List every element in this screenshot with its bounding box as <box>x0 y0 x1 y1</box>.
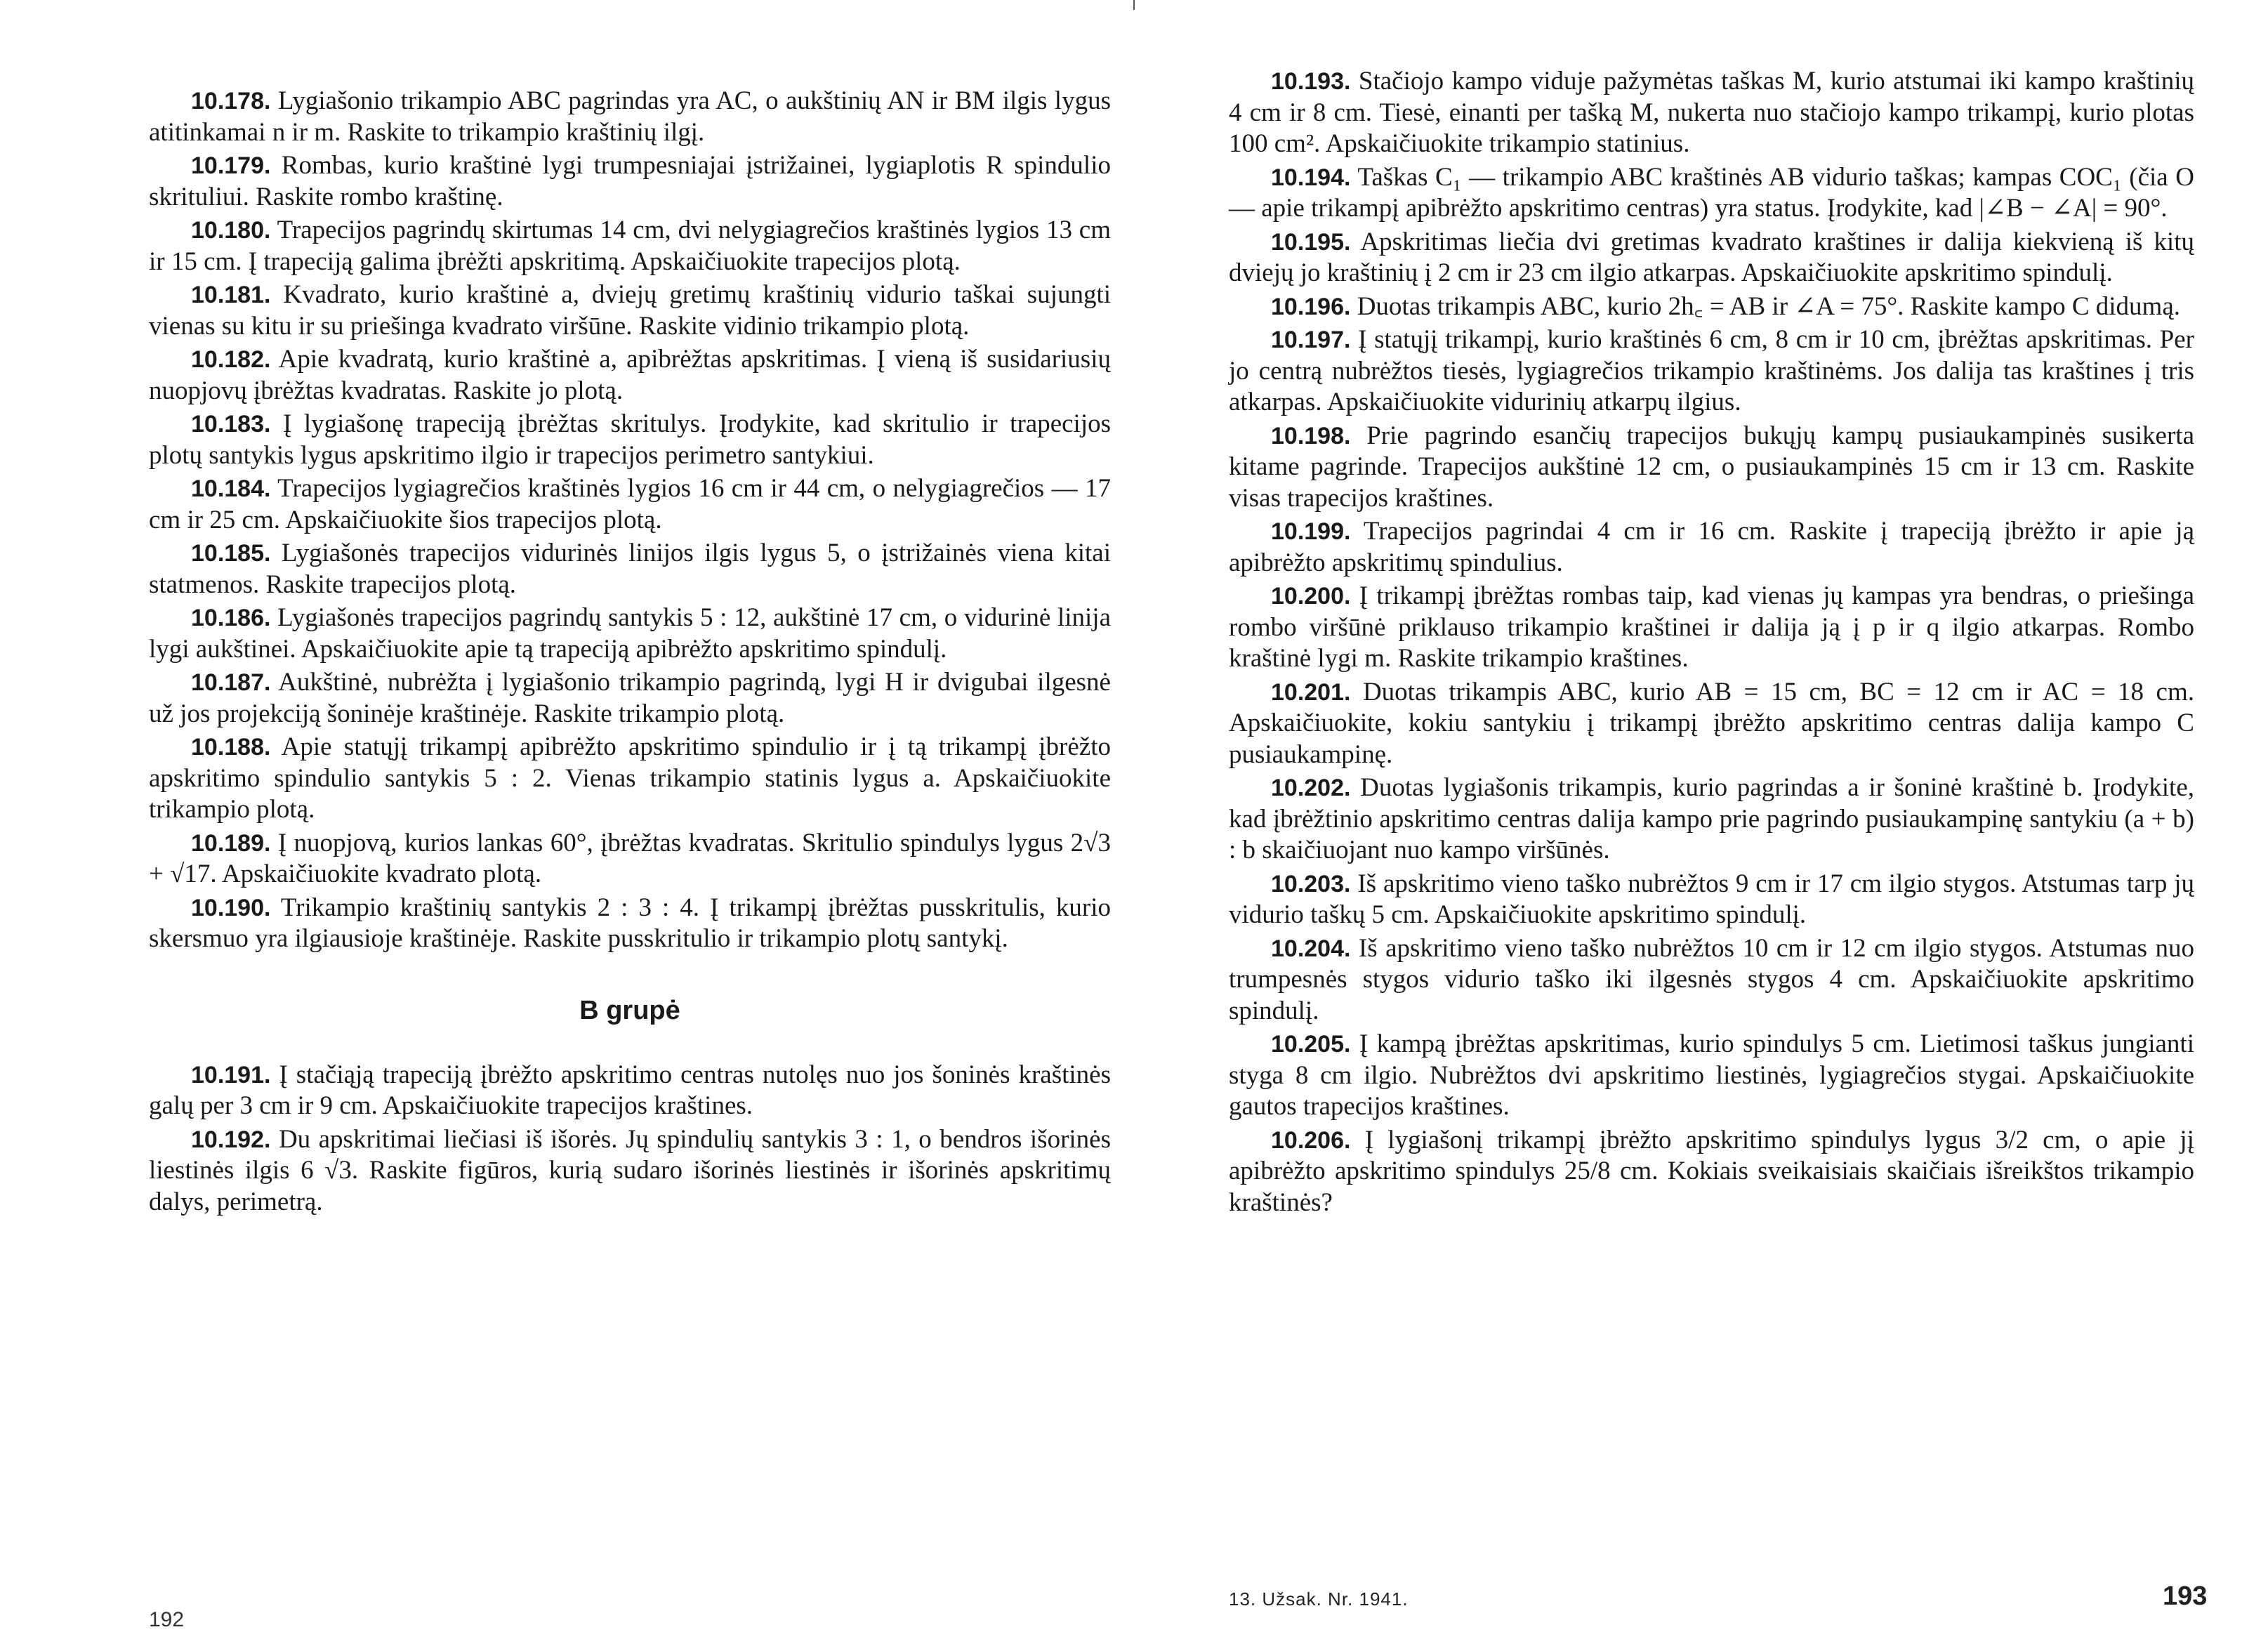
problem-text: Duotas trikampis ABC, kurio 2h꜀ = AB ir ∠A = 75°. Raskite kampo C didumą. <box>1357 291 2180 321</box>
left-page-number: 192 <box>149 1608 185 1631</box>
problem-number: 10.197. <box>1271 327 1351 353</box>
problem-item <box>149 1060 1111 1122</box>
problem-item <box>149 150 1111 213</box>
problem-item <box>1229 869 2194 931</box>
problem-text: Lygiašonio trikampio ABC pagrindas yra AC, o aukštinių AN ir BM ilgis lygus atitinkamai n ir m. Raskite to trikampio kraštinių ilgį. <box>149 86 1111 147</box>
problem-text: Duotas lygiašonis trikampis, kurio pagrindas a ir šoninė kraštinė b. Įrodykite, kad įbrėžtinio apskritimo centras dalija kampo prie pagrindo pusiaukampinę santykiu (a + b) : b skaičiuojant nuo kampo viršūnės. <box>1229 773 2194 864</box>
problem-item <box>149 893 1111 955</box>
problem-text: Aukštinė, nubrėžta į lygiašonio trikampio pagrindą, lygi H ir dvigubai ilgesnė už jos projekciją šoninėje kraštinėje. Raskite trikampio plotą. <box>149 668 1111 728</box>
right-column <box>1229 66 2194 1218</box>
problem-number: 10.180. <box>191 217 271 244</box>
problem-item <box>149 344 1111 407</box>
problem-text: Į statųjį trikampį, kurio kraštinės 6 cm, 8 cm ir 10 cm, įbrėžtas apskritimas. Per jo centrą nubrėžtos tiesės, lygiagrečios trikampio kraštinėms. Jos dalija tas kraštines į tris atkarpas. Apskaičiuokite vidurinių atkarpų ilgius. <box>1229 325 2195 416</box>
problem-text: Iš apskritimo vieno taško nubrėžtos 10 cm ir 12 cm ilgio stygos. Atstumas nuo trumpesnės stygos vidurio taško iki ilgesnės stygos 4 cm. Apskaičiuokite apskritimo spindulį. <box>1229 933 2194 1025</box>
problem-number: 10.185. <box>191 540 271 567</box>
problem-number: 10.193. <box>1271 68 1351 95</box>
problem-text: Į kampą įbrėžtas apskritimas, kurio spindulys 5 cm. Lietimosi taškus jungianti styga 8 cm ilgio. Nubrėžtos dvi apskritimo liestinės, lygiagrečios stygai. Apskaičiuokite gautos trapecijos kraštines. <box>1229 1029 2194 1121</box>
problem-text: Prie pagrindo esančių trapecijos bukųjų kampų pusiaukampinės susikerta kitame pagrinde. Trapecijos aukštinė 12 cm, o pusiaukampinės 15 cm ir 13 cm. Raskite visas trapecijos kraštines. <box>1229 421 2194 513</box>
problem-text: Trapecijos pagrindai 4 cm ir 16 cm. Raskite į trapeciją įbrėžto ir apie ją apibrėžto apskritimų spindulius. <box>1229 517 2194 577</box>
problem-item <box>1229 324 2194 419</box>
right-page <box>1134 0 2268 1627</box>
problem-item <box>1229 162 2194 225</box>
problem-number: 10.187. <box>191 669 271 696</box>
problem-number: 10.203. <box>1271 870 1351 897</box>
problem-text: Į trikampį įbrėžtas rombas taip, kad vienas jų kampas yra bendras, o priešinga rombo viršūnė priklauso trikampio kraštinei ir dalija ją į p ir q ilgio atkarpas. Rombo kraštinė lygi m. Raskite trikampio kraštines. <box>1229 581 2195 673</box>
problem-item <box>149 603 1111 665</box>
problem-item <box>149 1124 1111 1218</box>
problem-item <box>149 215 1111 277</box>
problem-text: Apskritimas liečia dvi gretimas kvadrato kraštines ir dalija kiekvieną iš kitų dviejų jo kraštinių į 2 cm ir 23 cm ilgio atkarpas. Apskaičiuokite apskritimo spindulį. <box>1229 227 2194 287</box>
problem-text: Apie kvadratą, kurio kraštinė a, apibrėžtas apskritimas. Į vieną iš susidariusių nuopjovų įbrėžtas kvadratas. Raskite jo plotą. <box>149 345 1111 405</box>
group-heading: B grupė <box>579 995 680 1025</box>
problem-text: Rombas, kurio kraštinė lygi trumpesniajai įstrižainei, lygiaplotis R spindulio skrituliui. Raskite rombo kraštinę. <box>149 151 1111 211</box>
problem-item <box>149 86 1111 148</box>
problem-number: 10.202. <box>1271 775 1351 801</box>
problem-item <box>1229 227 2194 289</box>
problem-number: 10.182. <box>191 346 271 373</box>
problem-number: 10.188. <box>191 734 271 761</box>
problem-list-right <box>1229 66 2194 1218</box>
problem-number: 10.205. <box>1271 1031 1351 1058</box>
problem-number: 10.191. <box>191 1061 271 1088</box>
problem-number: 10.192. <box>191 1126 271 1153</box>
problem-number: 10.194. <box>1271 164 1351 191</box>
problem-number: 10.186. <box>191 605 271 631</box>
problem-item <box>149 279 1111 342</box>
problem-text: Lygiašonės trapecijos vidurinės linijos ilgis lygus 5, o įstrižainės viena kitai statmenos. Raskite trapecijos plotą. <box>149 539 1111 599</box>
problem-item <box>149 409 1111 471</box>
problem-number: 10.183. <box>191 411 271 437</box>
problem-item <box>149 473 1111 536</box>
left-column <box>149 86 1111 1218</box>
problem-text: Iš apskritimo vieno taško nubrėžtos 9 cm ir 17 cm ilgio stygos. Atstumas tarp jų vidurio taškų 5 cm. Apskaičiuokite apskritimo spindulį. <box>1229 869 2195 929</box>
problem-text: Į nuopjovą, kurios lankas 60°, įbrėžtas kvadratas. Skritulio spindulys lygus 2√3 + √17. Apskaičiuokite kvadrato plotą. <box>149 828 1111 888</box>
problem-item <box>1229 772 2194 867</box>
print-order-note: 13. Užsak. Nr. 1941. <box>1229 1588 1409 1610</box>
problem-item <box>1229 421 2194 515</box>
problem-number: 10.184. <box>191 475 271 502</box>
problem-list-a <box>149 86 1111 955</box>
problem-text: Į stačiąją trapeciją įbrėžto apskritimo centras nutolęs nuo jos šoninės kraštinės galų per 3 cm ir 9 cm. Apskaičiuokite trapecijos kraštines. <box>149 1060 1112 1120</box>
problem-number: 10.181. <box>191 282 271 308</box>
problem-item <box>149 667 1111 730</box>
problem-text: Į lygiašonę trapeciją įbrėžtas skritulys. Įrodykite, kad skritulio ir trapecijos plotų santykis lygus apskritimo ilgio ir trapecijos perimetro santykiui. <box>149 409 1112 470</box>
problem-item <box>149 828 1111 890</box>
problem-number: 10.179. <box>191 152 271 179</box>
problem-number: 10.178. <box>191 88 271 114</box>
problem-text: Apie statųjį trikampį apibrėžto apskritimo spindulio ir į tą trikampį įbrėžto apskritimo spindulio santykis 5 : 2. Vienas trikampio statinis lygus a. Apskaičiuokite trikampio plotą. <box>149 732 1112 824</box>
problem-text: Trapecijos pagrindų skirtumas 14 cm, dvi nelygiagrečios kraštinės lygios 13 cm ir 15 cm. Į trapeciją galima įbrėžti apskritimą. Apskaičiuokite trapecijos plotą. <box>149 216 1111 276</box>
problem-text: Trapecijos lygiagrečios kraštinės lygios 16 cm ir 44 cm, o nelygiagrečios — 17 cm ir 25 cm. Apskaičiuokite šios trapecijos plotą. <box>149 474 1111 534</box>
problem-item <box>1229 581 2194 675</box>
problem-number: 10.204. <box>1271 935 1351 962</box>
problem-number: 10.198. <box>1271 422 1351 449</box>
problem-item <box>1229 1029 2194 1123</box>
problem-text: Į lygiašonį trikampį įbrėžto apskritimo spindulys lygus 3/2 cm, o apie jį apibrėžto apskritimo spindulys 25/8 cm. Kokiais sveikaisiais skaičiais išreikštos trikampio kraštinės? <box>1229 1125 2194 1217</box>
problem-number: 10.190. <box>191 894 271 921</box>
problem-number: 10.195. <box>1271 228 1351 256</box>
problem-item <box>1229 516 2194 579</box>
problem-text: Lygiašonės trapecijos pagrindų santykis 5 : 12, aukštinė 17 cm, o vidurinė linija lygi aukštinei. Apskaičiuokite apie tą trapeciją apibrėžto apskritimo spindulį. <box>149 603 1112 664</box>
problem-number: 10.206. <box>1271 1126 1351 1154</box>
problem-item <box>1229 1125 2194 1219</box>
problem-text: Trikampio kraštinių santykis 2 : 3 : 4. Į trikampį įbrėžtas pusskritulis, kurio skersmuo yra ilgiausioje kraštinėje. Raskite pusskritulio ir trikampio plotų santykį. <box>149 893 1111 953</box>
problem-number: 10.189. <box>191 829 271 857</box>
problem-number: 10.200. <box>1271 583 1351 610</box>
problem-text: Du apskritimai liečiasi iš išorės. Jų spindulių santykis 3 : 1, o bendros išorinės liestinės ilgis 6 √3. Raskite figūros, kurią sudaro išorinės liestinės ir išorinės apskritimų dalys, perimetrą. <box>149 1124 1111 1216</box>
right-page-number: 193 <box>2163 1581 2208 1611</box>
problem-item <box>149 538 1111 600</box>
problem-item <box>149 732 1111 826</box>
problem-number: 10.196. <box>1271 293 1351 320</box>
problem-text: Kvadrato, kurio kraštinė a, dviejų gretimų kraštinių vidurio taškai sujungti vienas su kitu ir su priešinga kvadrato viršūne. Raskite vidinio trikampio plotą. <box>149 280 1111 341</box>
problem-text: Duotas trikampis ABC, kurio AB = 15 cm, BC = 12 cm ir AC = 18 cm. Apskaičiuokite, kokiu santykiu į trikampį įbrėžto apskritimo centras dalija kampo C pusiaukampinę. <box>1229 677 2194 769</box>
problem-number: 10.201. <box>1271 678 1351 706</box>
left-page <box>0 0 1134 1627</box>
problem-list-b <box>149 1060 1111 1218</box>
problem-text: Taškas C₁ — trikampio ABC kraštinės AB vidurio taškas; kampas COC₁ (čia O — apie trikampį apibrėžto apskritimo centras) yra status. Įrodykite, kad |∠B − ∠A| = 90°. <box>1229 162 2194 223</box>
problem-item <box>1229 933 2194 1027</box>
problem-item <box>1229 66 2194 160</box>
problem-text: Stačiojo kampo viduje pažymėtas taškas M, kurio atstumai iki kampo kraštinių 4 cm ir 8 cm. Tiesė, einanti per tašką M, nukerta nuo stačiojo kampo trikampį, kurio plotas 100 cm². Apskaičiuokite trikampio statinius. <box>1229 67 2195 158</box>
problem-number: 10.199. <box>1271 518 1351 545</box>
problem-item <box>1229 291 2194 323</box>
problem-item <box>1229 677 2194 771</box>
